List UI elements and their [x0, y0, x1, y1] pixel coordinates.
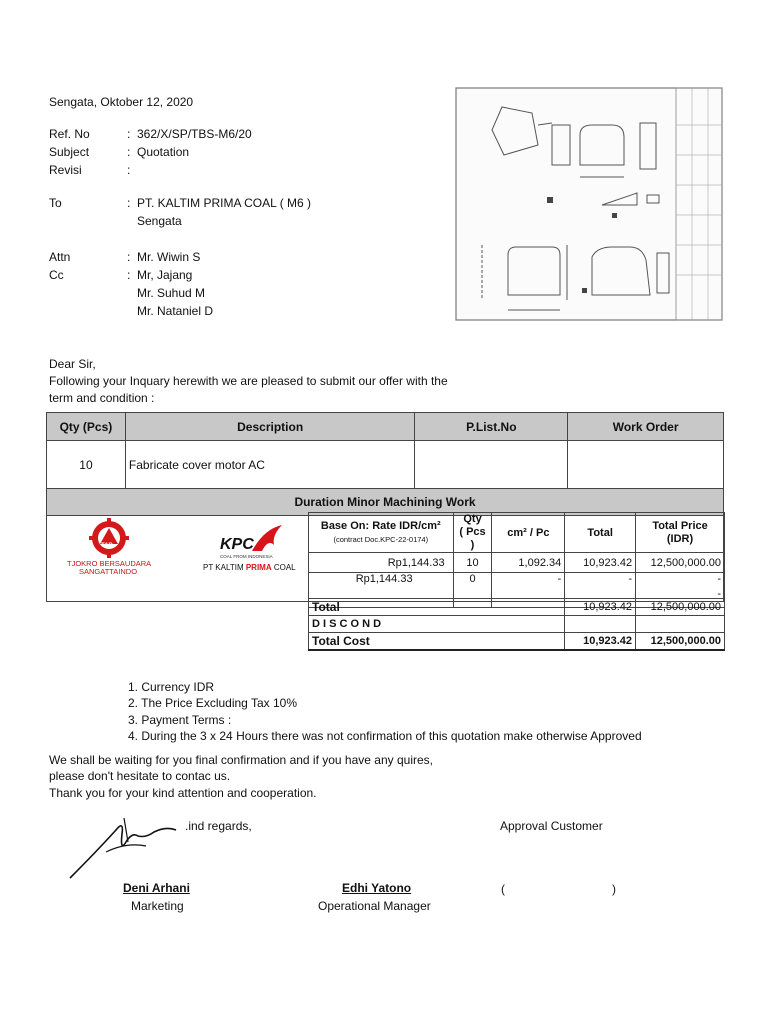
intro-line: Following your Inquary herewith we are pleased to submit our offer with the	[49, 374, 448, 388]
to-city: Sengata	[137, 214, 182, 228]
total-cell: -	[565, 573, 636, 608]
to-value: PT. KALTIM PRIMA COAL ( M6 )	[137, 196, 312, 210]
total-cost-value: 10,923.42	[565, 633, 636, 651]
cc-label: Cc	[49, 268, 64, 282]
qty-header-sub: ( Pcs )	[459, 526, 486, 551]
kpc-logo	[200, 525, 300, 575]
customer-bracket-open: (	[501, 882, 505, 896]
revisi-label: Revisi	[49, 163, 82, 177]
price-header	[636, 513, 725, 553]
price-cell: 12,500,000.00	[636, 553, 725, 573]
tjokro-text: SANGATTAINDO	[79, 567, 138, 576]
header-qty: Qty (Pcs)	[47, 413, 126, 441]
subject-value: Quotation	[137, 145, 190, 159]
approval-text: Approval Customer	[500, 819, 603, 833]
term-item: 4. During the 3 x 24 Hours there was not confirmation of this quotation make otherwise Approved	[128, 729, 642, 743]
kpc-name	[203, 563, 296, 572]
qty-cell: 0	[453, 573, 492, 608]
total-cost-label: Total Cost	[309, 633, 565, 651]
total-header: Total	[565, 513, 636, 553]
discount-price	[636, 616, 725, 633]
term-item: 2. The Price Excluding Tax 10%	[128, 696, 297, 710]
price-header-text: Total Price	[652, 519, 708, 532]
signer-role: Marketing	[131, 899, 184, 913]
intro-line: term and condition :	[49, 391, 155, 405]
row-work-order	[568, 441, 724, 489]
rate-cell: Rp1,144.33	[309, 553, 454, 573]
kpc-name-part: PRIMA	[245, 563, 272, 572]
colon: :	[127, 163, 131, 177]
flame-icon	[250, 525, 284, 553]
colon: :	[127, 268, 131, 282]
kpc-sub: COAL FROM INDONESIA	[220, 554, 273, 559]
kpc-name-part: COAL	[271, 563, 296, 572]
signer-name: Edhi Yatono	[342, 881, 412, 895]
rate-header	[309, 513, 454, 553]
discount-value	[565, 616, 636, 633]
gear-logo-icon	[65, 518, 153, 558]
colon: :	[127, 127, 131, 141]
greeting: Dear Sir,	[49, 357, 96, 371]
qty-header-text: Qty	[463, 513, 482, 525]
signature-image	[66, 812, 186, 882]
header-work-order: Work Order	[568, 413, 724, 441]
duration-title: Duration Minor Machining Work	[47, 489, 724, 516]
total-cost-price: 12,500,000.00	[636, 633, 725, 651]
closing-line: Thank you for your kind attention and cooperation.	[49, 786, 317, 800]
price-value: -	[717, 573, 721, 585]
price-value: -	[717, 588, 721, 600]
regards-text: .ind regards,	[185, 819, 252, 833]
table-row	[309, 553, 725, 573]
qty-cell: 10	[453, 553, 492, 573]
to-label: To	[49, 196, 62, 210]
kpc-name-part: PT KALTIM	[203, 563, 246, 572]
rate-table	[308, 512, 725, 608]
cm-header: cm² / Pc	[492, 513, 565, 553]
header-plist: P.List.No	[415, 413, 568, 441]
discount-label: D I S C O N D	[309, 616, 565, 633]
letter-date: Sengata, Oktober 12, 2020	[49, 95, 194, 109]
total-cell: 10,923.42	[565, 553, 636, 573]
ref-label: Ref. No	[49, 127, 90, 141]
colon: :	[127, 250, 131, 264]
attn-value: Mr. Wiwin S	[137, 250, 201, 264]
signer-role: Operational Manager	[318, 899, 431, 913]
total-label: Total	[309, 599, 565, 616]
row-plist	[415, 441, 568, 489]
colon: :	[127, 196, 131, 210]
signer-name: Deni Arhani	[123, 881, 190, 895]
total-value: 10,923.42	[565, 599, 636, 616]
qty-header	[453, 513, 492, 553]
technical-drawing-image	[452, 85, 728, 325]
rate-header-sub: (contract Doc.KPC-22-0174)	[333, 534, 429, 544]
tjokro-logo	[65, 518, 153, 576]
closing-line: We shall be waiting for you final confirmation and if you have any quires,	[49, 753, 433, 767]
colon: :	[127, 145, 131, 159]
subject-label: Subject	[49, 145, 90, 159]
cm-cell: -	[492, 573, 565, 608]
header-description: Description	[125, 413, 415, 441]
price-header-sub: (IDR)	[666, 532, 694, 545]
rate-cell: Rp1,144.33	[309, 573, 454, 608]
totals-table	[308, 598, 725, 651]
cc-value: Mr. Nataniel D	[137, 304, 214, 318]
cm-cell: 1,092.34	[492, 553, 565, 573]
term-item: 3. Payment Terms :	[128, 713, 232, 727]
tab-mark: TAB	[101, 543, 113, 549]
rate-header-text: Base On: Rate IDR/cm²	[320, 519, 441, 532]
ref-value: 362/X/SP/TBS-M6/20	[137, 127, 252, 141]
closing-line: please don't hesitate to contac us.	[49, 769, 231, 783]
tjokro-text: TJOKRO BERSAUDARA	[67, 559, 152, 568]
attn-label: Attn	[49, 250, 71, 264]
cc-value: Mr, Jajang	[137, 268, 193, 282]
kpc-mark: KPC	[220, 536, 254, 553]
total-price: 12,500,000.00	[636, 599, 725, 616]
customer-bracket-close: )	[612, 882, 616, 896]
cc-value: Mr. Suhud M	[137, 286, 206, 300]
term-item: 1. Currency IDR	[128, 680, 215, 694]
row-qty: 10	[47, 441, 126, 489]
row-description: Fabricate cover motor AC	[125, 441, 415, 489]
